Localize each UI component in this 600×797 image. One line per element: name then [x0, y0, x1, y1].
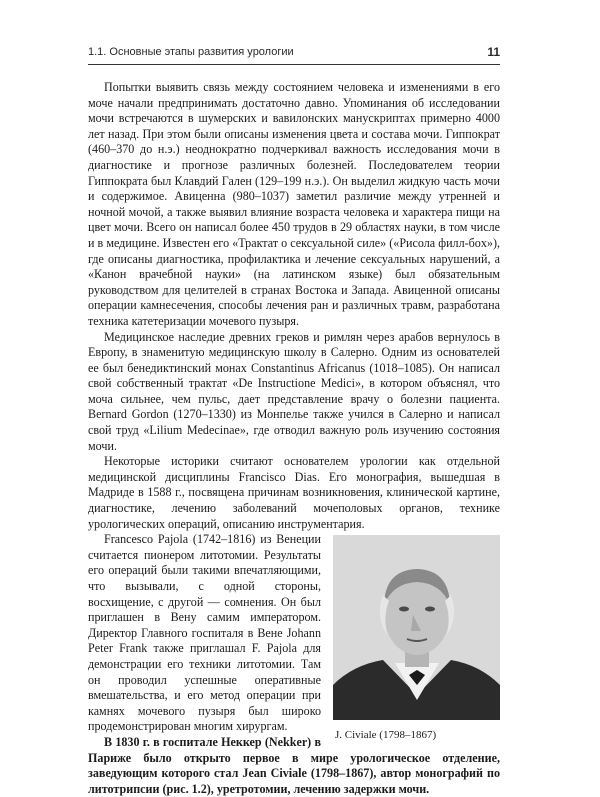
header-rule [88, 64, 500, 65]
paragraph-urine-history: Попытки выявить связь между состоянием человека и изменениями в его моче начали предпринимать достаточно давно. Упоминания об исследовании мочи встречаются в шумерских и вавилонских манускриптах примерно 4000 лет назад. При этом были описаны изменения цвета и состава мочи. Гиппократ (460–370 до н.э.) неоднократно подчеркивал важность исследования мочи в диагностике и прогнозе различных болезней. Последователем теории Гиппократа был Клавдий Гален (129–199 н.э.). Он выделил жидкую часть мочи и содержимое. Авиценна (980–1037) заметил различие между утренней и ночной мочой, а также выявил влияние возраста человека и характера пищи на цвет мочи. Всего он написал более 450 трудов в 29 областях науки, в том числе и в медицине. Известен его «Трактат о сексуальной силе» («Рисола филл-боx»), где описаны диагностика, профилактика и лечение сексуальных нарушений, а «Канон врачебной науки» (на латинском языке) был обязательным руководством для целителей в странах Востока и Запада. Авиценной описаны операции камнесечения, способы лечения ран и различных травм, разработана техника катетеризации мочевого пузыря. [88, 80, 500, 328]
portrait-image [333, 535, 500, 720]
figure-civiale [333, 535, 500, 742]
page-number: 11 [487, 45, 500, 59]
paragraph-civiale-bold: В 1830 г. в госпитале Неккер (Nekker) в Париже было открыто первое в мире урологическое отделение, заведующим которого стал Jean Civiale (1798–1867), автор монографий по литотрипсии (рис. 1.2), уретротомии, лечению задержки мочи. [88, 734, 500, 796]
section-title: 1.1. Основные этапы развития урологии [88, 46, 294, 58]
figure-and-wrap-text [88, 532, 500, 797]
paragraph-pajola: Francesco Pajola (1742–1816) из Венеции считается пионером литотомии. Результаты его операций были такими впечатляющими, что вызывали, с одной стороны, восхищение, с другой — сомнения. Он был приглашен в Вену самим императором. Директор Главного госпиталя в Вене Johann Peter Frank также приглашал F. Pajola для демонстрации его техники литотомии. Там он проводил успешные оперативные вмешательства, и его метод операции при камнях мочевого пузыря был широко продемонстрирован многим хирургам. [88, 532, 321, 734]
paragraph-salerno: Медицинское наследие древних греков и римлян через арабов вернулось в Европу, в знаменитую медицинскую школу в Салерно. Одним из основателей ее был бенедиктинский монах Constantinus Africanus (1018–1085). Он написал свой собственный трактат «De Instructione Medici», в котором объяснял, что моча сильнее, чем пульс, дает представление врачу о болезни пациента. Bernard Gordon (1270–1330) из Монпелье также учился в Салерно и написал свой труд «Lilium Medecinae», где отводил важную роль изучению состояния мочи. [88, 329, 500, 453]
body-text [88, 80, 500, 797]
figure-caption: J. Civiale (1798–1867) [335, 729, 437, 742]
running-header [88, 46, 500, 58]
paragraph-francisco-dias: Некоторые историки считают основателем урологии как отдельной медицинской дисциплины Francisco Dias. Его монография, вышедшая в Мадриде в 1588 г., посвящена причинам возникновения, клинической картине, диагностике, лечению заболеваний мочеполовых органов, технике урологических операций, описанию инструментария. [88, 454, 500, 531]
portrait-illustration [333, 535, 500, 720]
